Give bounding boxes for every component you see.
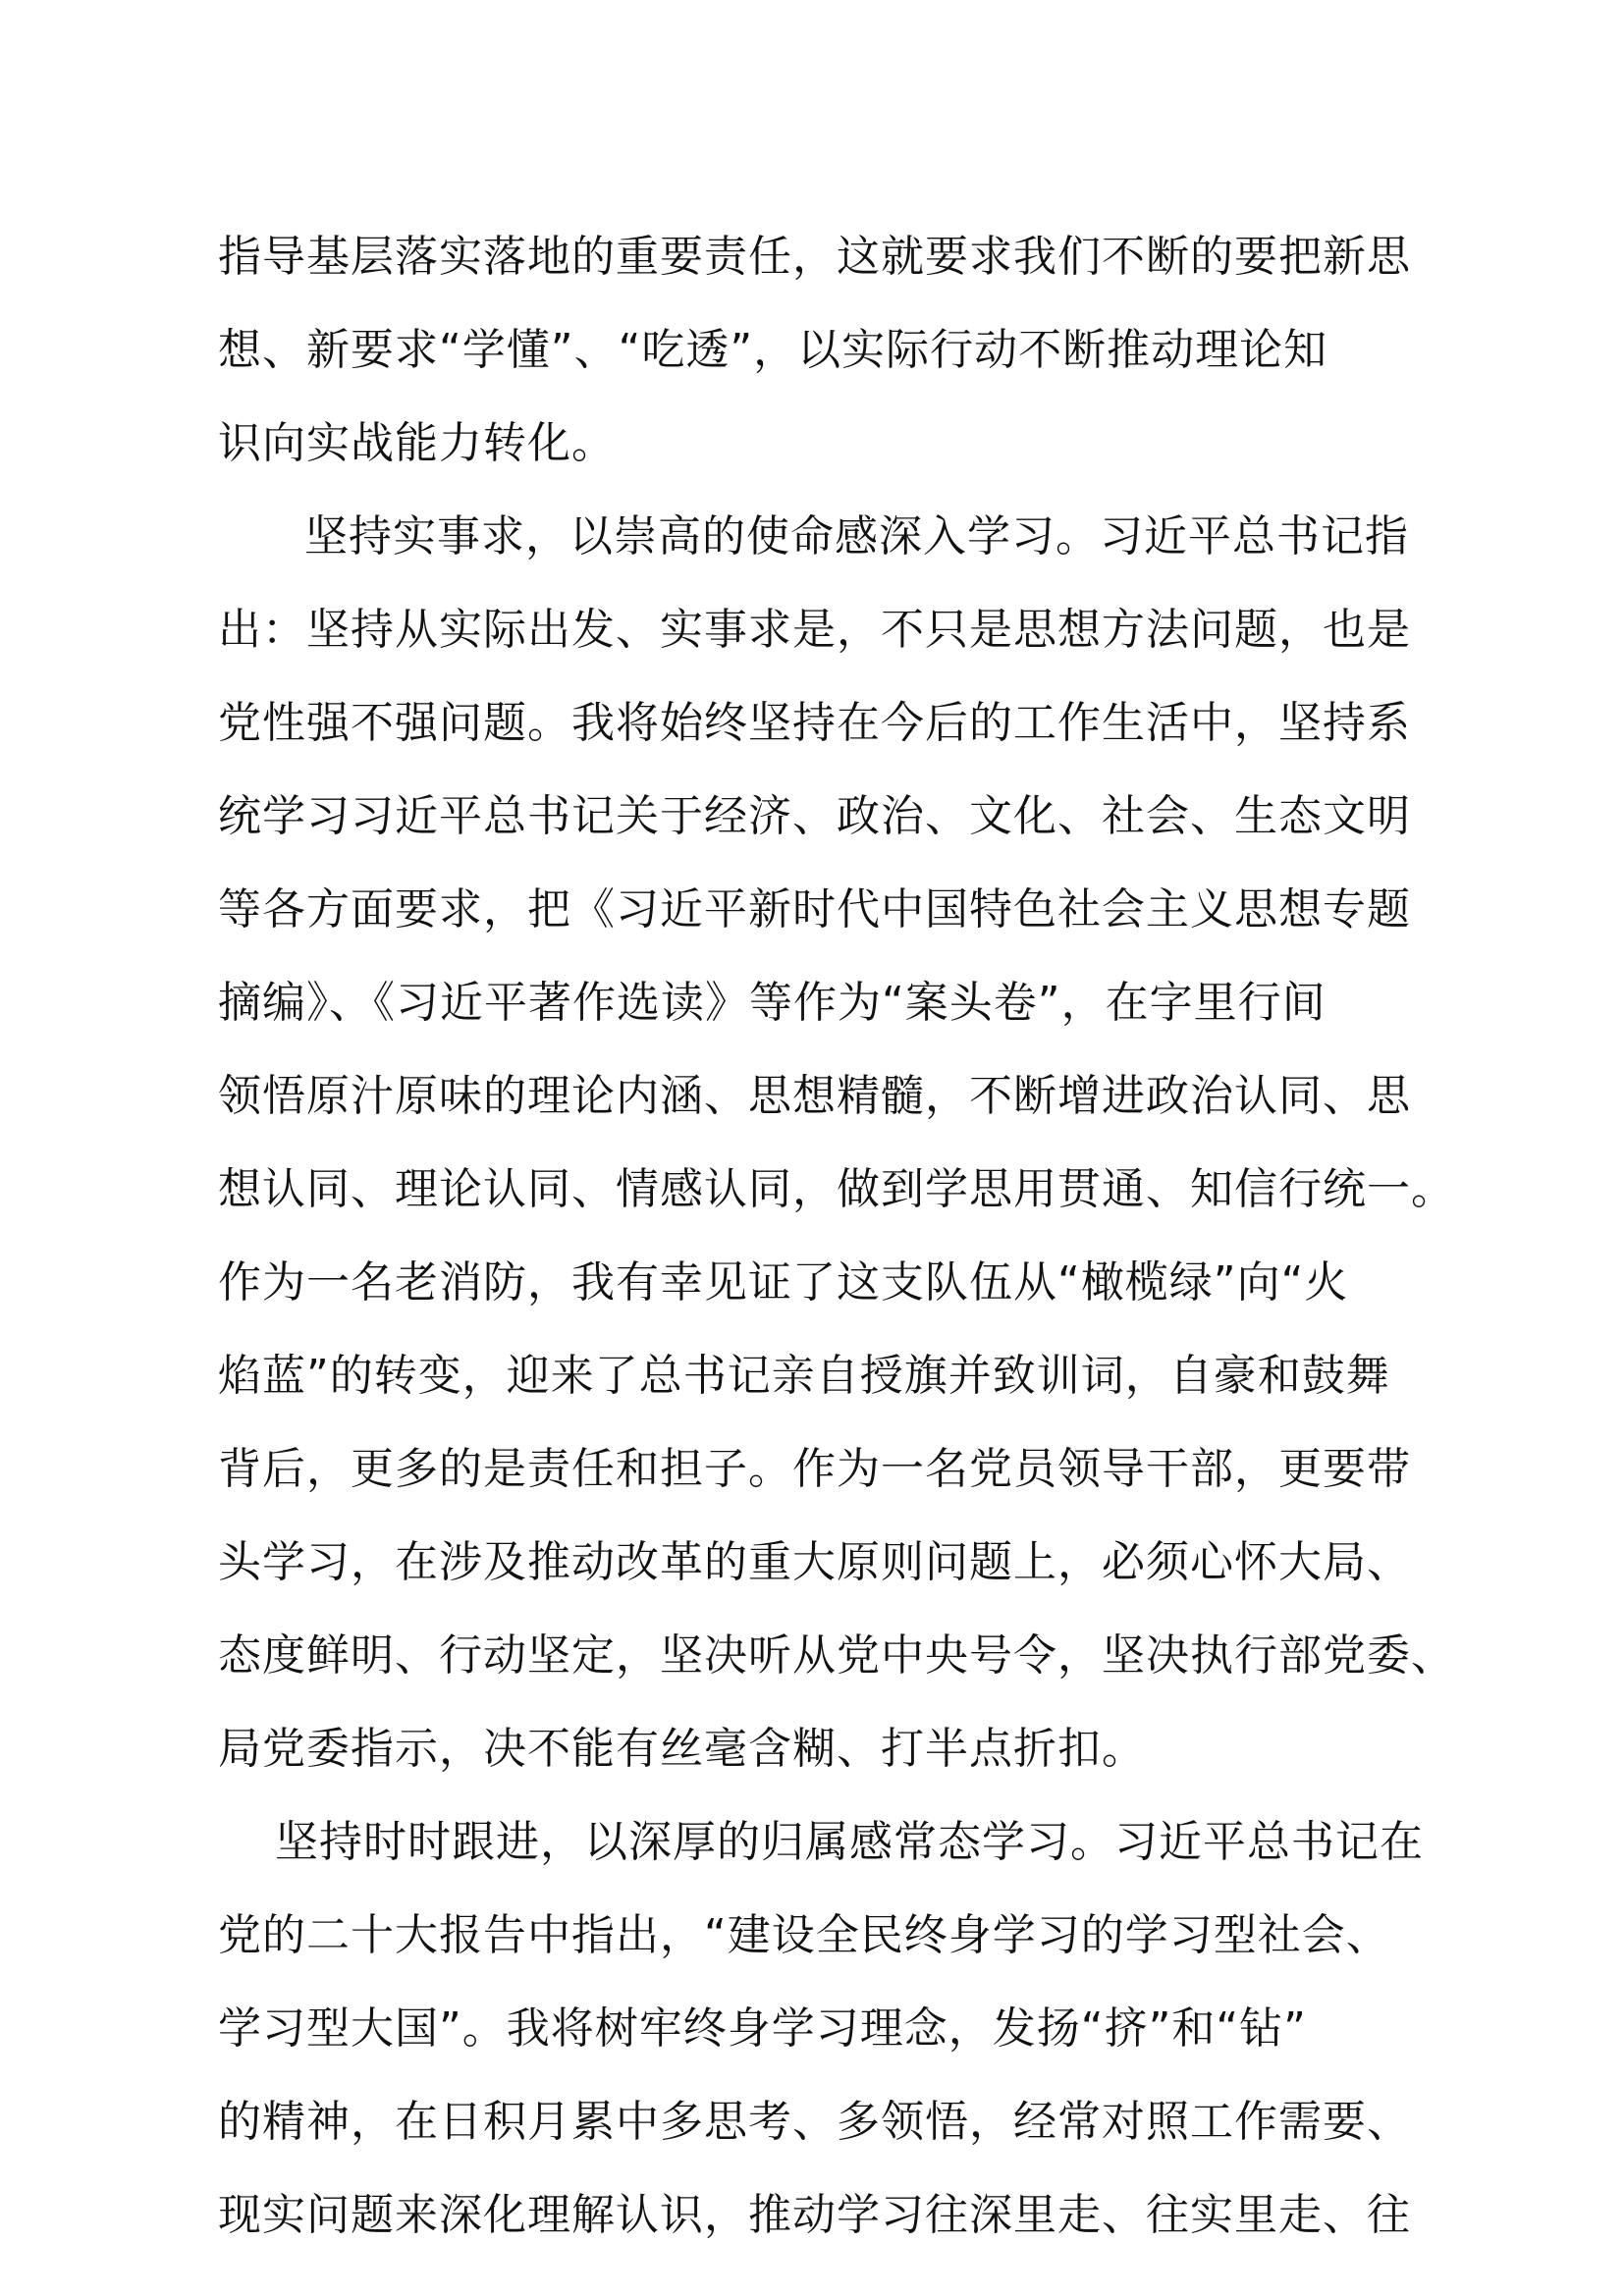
text-line: 现实问题来深化理解认识，推动学习往深里走、往实里走、往 xyxy=(218,2190,1411,2240)
text-line: 党的二十大报告中指出，“建设全民终身学习的学习型社会、 xyxy=(218,1910,1390,1960)
text-line: 党性强不强问题。我将始终坚持在今后的工作生活中，坚持系 xyxy=(218,698,1411,748)
text-line: 想、新要求“学懂”、“吃透”，以实际行动不断推动理论知 xyxy=(218,325,1328,375)
text-line: 识向实战能力转化。 xyxy=(218,418,616,468)
text-line: 统学习习近平总书记关于经济、政治、文化、社会、生态文明 xyxy=(218,791,1411,841)
text-line: 摘编》、《习近平著作选读》等作为“案头卷”，在字里行间 xyxy=(218,978,1326,1028)
text-line: 背后，更多的是责任和担子。作为一名党员领导干部，更要带 xyxy=(218,1444,1411,1494)
text-line: 作为一名老消防，我有幸见证了这支队伍从“橄榄绿”向“火 xyxy=(218,1257,1349,1308)
text-line: 头学习，在涉及推动改革的重大原则问题上，必须心怀大局、 xyxy=(218,1537,1411,1587)
text-line: 领悟原汁原味的理论内涵、思想精髓，不断增进政治认同、思 xyxy=(218,1071,1411,1121)
paragraph-first-line: 坚持时时跟进，以深厚的归属感常态学习。习近平总书记在 xyxy=(275,1817,1424,1867)
text-line: 的精神，在日积月累中多思考、多领悟，经常对照工作需要、 xyxy=(218,2097,1411,2147)
text-line: 指导基层落实落地的重要责任，这就要求我们不断的要把新思 xyxy=(218,232,1411,282)
text-line: 等各方面要求，把《习近平新时代中国特色社会主义思想专题 xyxy=(218,884,1411,934)
text-line: 出：坚持从实际出发、实事求是，不只是思想方法问题，也是 xyxy=(218,605,1411,655)
text-line: 局党委指示，决不能有丝毫含糊、打半点折扣。 xyxy=(218,1724,1146,1774)
text-line: 态度鲜明、行动坚定，坚决听从党中央号令，坚决执行部党委、 xyxy=(218,1630,1455,1681)
paragraph-first-line: 坚持实事求，以崇高的使命感深入学习。习近平总书记指 xyxy=(304,511,1409,561)
text-line: 焰蓝”的转变，迎来了总书记亲自授旗并致训词，自豪和鼓舞 xyxy=(218,1351,1390,1401)
text-line: 学习型大国”。我将树牢终身学习理念，发扬“挤”和“钻” xyxy=(218,2003,1307,2054)
text-line: 想认同、理论认同、情感认同，做到学思用贯通、知信行统一。 xyxy=(218,1164,1455,1214)
